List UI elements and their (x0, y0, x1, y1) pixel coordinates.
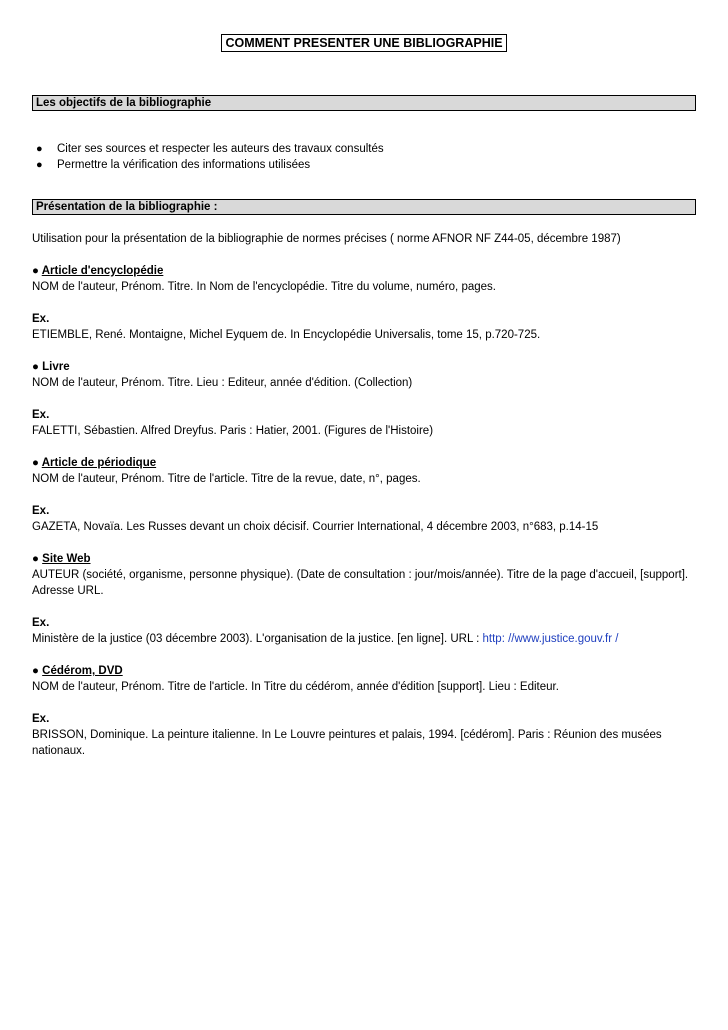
list-item (32, 141, 696, 157)
entry-example: ETIEMBLE, René. Montaigne, Michel Eyquem de. In Encyclopédie Universalis, tome 15, p.720-725. (32, 329, 541, 341)
entry-format: NOM de l'auteur, Prénom. Titre. Lieu : Editeur, année d'édition. (Collection) (32, 377, 413, 389)
bullet-icon: ● (36, 143, 43, 155)
entry-example (32, 631, 696, 647)
section-header-presentation: Présentation de la bibliographie : (32, 199, 696, 215)
bullet-icon: ● (32, 361, 39, 373)
section-header-objectives: Les objectifs de la bibliographie (32, 95, 696, 111)
entry-format: NOM de l'auteur, Prénom. Titre de l'article. In Titre du cédérom, année d'édition [support]. Lieu : Editeur. (32, 681, 559, 693)
entry-title-encyclopedia (32, 263, 696, 279)
example-label: Ex. (32, 713, 50, 725)
entry-label: Livre (42, 361, 70, 373)
objectives-list (32, 141, 696, 173)
entry-format: AUTEUR (société, organisme, personne physique). (Date de consultation : jour/mois/année). Titre de la page d'accueil, [support]. Adresse URL. (32, 569, 689, 597)
presentation-content (32, 231, 696, 759)
entry-title-website (32, 551, 696, 567)
entry-example: FALETTI, Sébastien. Alfred Dreyfus. Paris : Hatier, 2001. (Figures de l'Histoire) (32, 425, 434, 437)
intro-text: Utilisation pour la présentation de la bibliographie de normes précises ( norme AFNOR NF Z44-05, décembre 1987) (32, 233, 621, 245)
example-label: Ex. (32, 505, 50, 517)
entry-example-text: Ministère de la justice (03 décembre 2003). L'organisation de la justice. [en ligne]. URL : (32, 633, 483, 645)
page-title: COMMENT PRESENTER UNE BIBLIOGRAPHIE (221, 34, 506, 52)
entry-title-book (32, 359, 696, 375)
list-item (32, 157, 696, 173)
bullet-icon: ● (32, 553, 39, 565)
entry-format: NOM de l'auteur, Prénom. Titre. In Nom de l'encyclopédie. Titre du volume, numéro, pages. (32, 281, 496, 293)
list-item-text: Permettre la vérification des informations utilisées (57, 159, 311, 171)
entry-label: Cédérom, DVD (42, 665, 123, 677)
bullet-icon: ● (32, 265, 39, 277)
entry-label: Article de périodique (41, 457, 157, 469)
example-url-link[interactable]: http: //www.justice.gouv.fr / (482, 633, 619, 645)
entry-format: NOM de l'auteur, Prénom. Titre de l'article. Titre de la revue, date, n°, pages. (32, 473, 421, 485)
entry-title-periodical (32, 455, 696, 471)
example-label: Ex. (32, 409, 50, 421)
title-wrapper (0, 34, 728, 52)
example-label: Ex. (32, 313, 50, 325)
entry-title-cdrom (32, 663, 696, 679)
entry-label: Article d'encyclopédie (41, 265, 164, 277)
bullet-icon: ● (32, 457, 39, 469)
bullet-icon: ● (32, 665, 39, 677)
example-label: Ex. (32, 617, 50, 629)
entry-example: BRISSON, Dominique. La peinture italienne. In Le Louvre peintures et palais, 1994. [cédérom]. Paris : Réunion des musées nationaux. (32, 729, 662, 757)
list-item-text: Citer ses sources et respecter les auteurs des travaux consultés (57, 143, 384, 155)
entry-example: GAZETA, Novaïa. Les Russes devant un choix décisif. Courrier International, 4 décembre 2003, n°683, p.14-15 (32, 521, 599, 533)
entry-label: Site Web (42, 553, 91, 565)
bullet-icon: ● (36, 159, 43, 171)
